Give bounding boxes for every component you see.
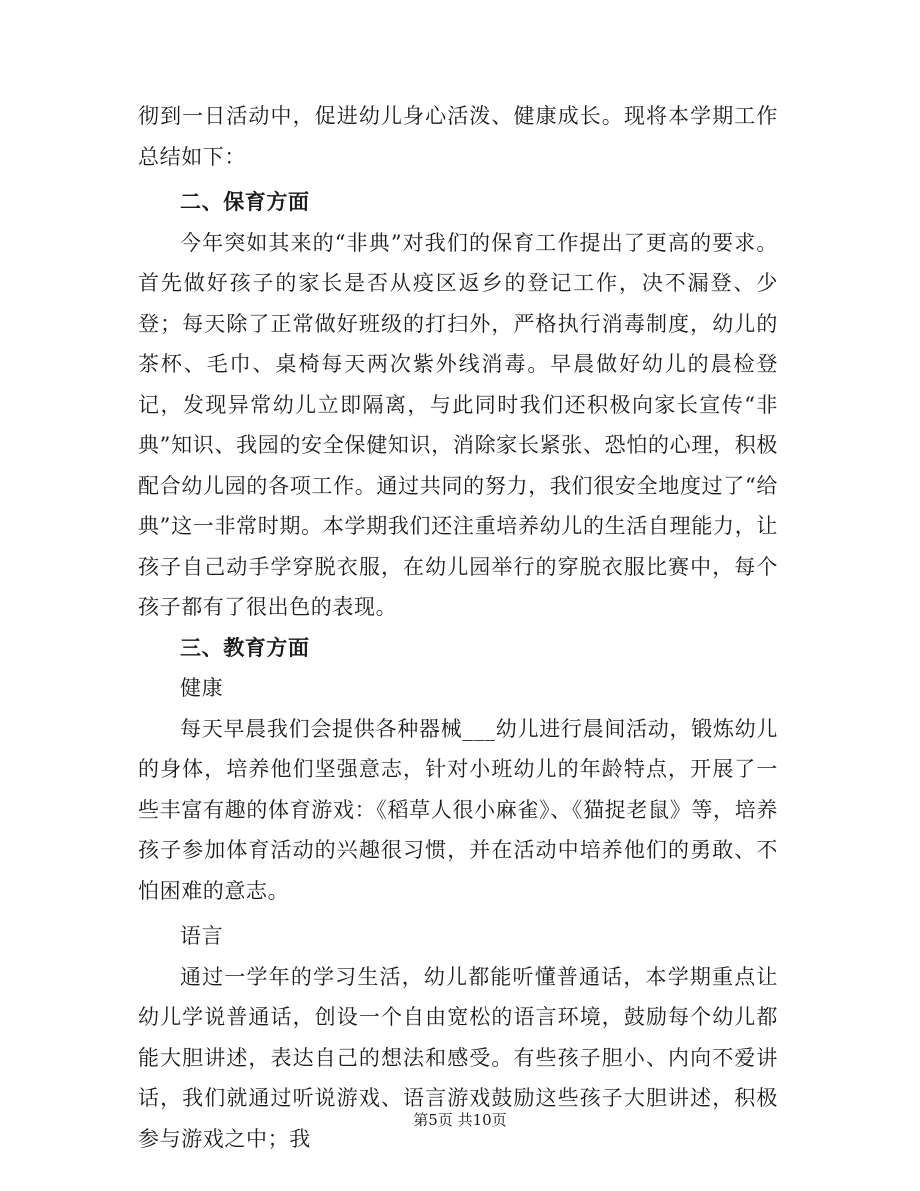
intro-paragraph: 彻到一日活动中，促进幼儿身心活泼、健康成长。现将本学期工作总结如下： — [138, 104, 778, 169]
care-paragraph: 今年突如其来的“非典”对我们的保育工作提出了更高的要求。首先做好孩子的家长是否从疫区返乡的登记工作，决不漏登、少登；每天除了正常做好班级的打扫外，严格执行消毒制度，幼儿的茶杯、毛巾、桌椅每天两次紫外线消毒。早晨做好幼儿的晨检登记，发现异常幼儿立即隔离，与此同时我们还积极向家长宣传“非典”知识、我园的安全保健知识，消除家长紧张、恐怕的心理，积极配合幼儿园的各项工作。通过共同的努力，我们很安全地度过了“给典”这一非常时期。本学期我们还注重培养幼儿的生活自理能力，让孩子自己动手学穿脱衣服，在幼儿园举行的穿脱衣服比赛中，每个孩子都有了很出色的表现。 — [138, 230, 778, 619]
subheading-health: 健康 — [180, 676, 224, 700]
document-body — [138, 96, 778, 1159]
language-paragraph: 通过一学年的学习生活，幼儿都能听懂普通话，本学期重点让幼儿学说普通话，创设一个自由宽松的语言环境，鼓励每个幼儿都能大胆讲述，表达自己的想法和感受。有些孩子胆小、内向不爱讲话，我们就通过听说游戏、语言游戏鼓励这些孩子大胆讲述，积极参与游戏之中；我 — [138, 964, 778, 1151]
section-heading-care: 二、保育方面 — [180, 189, 310, 214]
section-heading-education: 三、教育方面 — [180, 634, 310, 660]
health-paragraph: 每天早晨我们会提供各种器械___幼儿进行晨间活动，锻炼幼儿的身体，培养他们坚强意志，针对小班幼儿的年龄特点，开展了一些丰富有趣的体育游戏：《稻草人很小麻雀》、《猫捉老鼠》等，培养孩子参加体育活动的兴趣很习惯，并在活动中培养他们的勇敢、不怕困难的意志。 — [138, 716, 778, 903]
subheading-language: 语言 — [180, 924, 224, 948]
page-footer: 第5页 共10页 — [413, 1111, 507, 1129]
